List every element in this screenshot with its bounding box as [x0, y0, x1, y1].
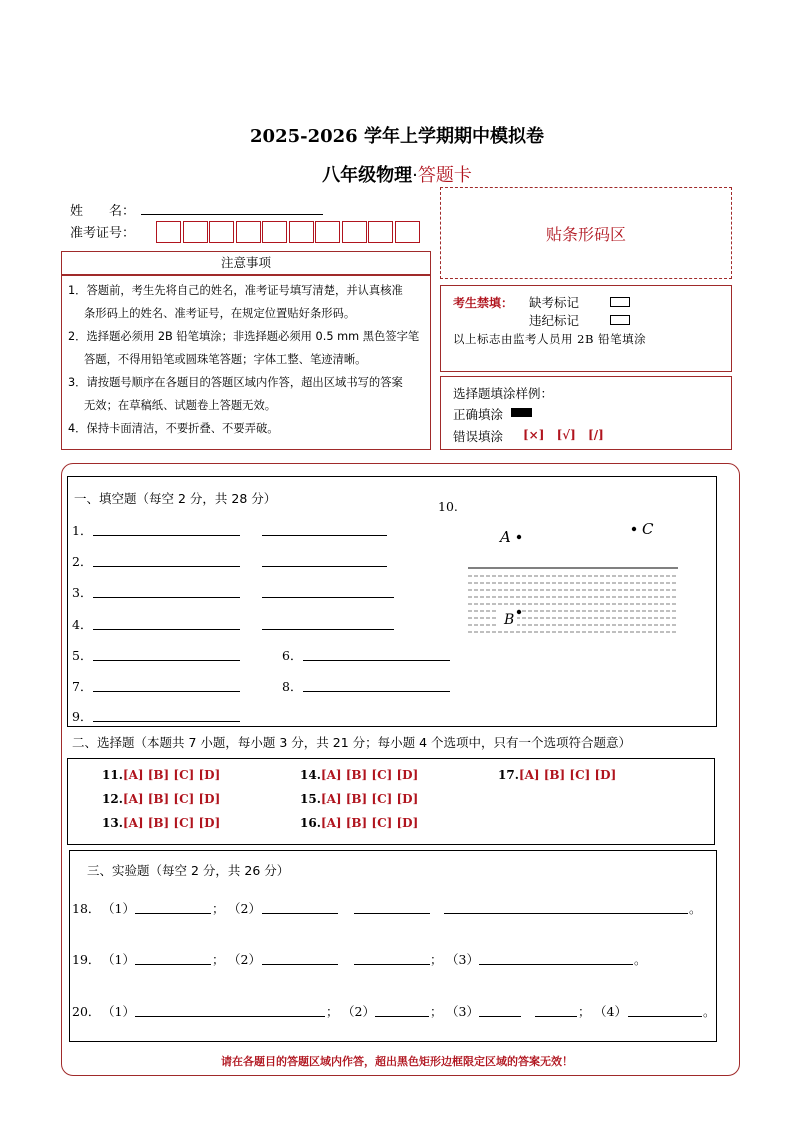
q20-blank-2[interactable] — [375, 1016, 429, 1017]
q6-num: 6． — [282, 648, 303, 663]
choice-q14[interactable] — [300, 768, 418, 782]
id-label: 准考证号： — [70, 226, 136, 241]
q20-blank-1[interactable] — [135, 1016, 325, 1017]
q11-options[interactable]: [A] [B] [C] [D] — [122, 768, 221, 782]
subtitle-dot: · — [412, 165, 418, 186]
notice-item: 条形码上的姓名、准考证号，在规定位置贴好条形码。 — [84, 307, 356, 320]
notice-header — [61, 251, 431, 275]
section1-title: 一、填空题（每空 2 分，共 28 分） — [74, 491, 277, 506]
q10-diagram[interactable] — [463, 515, 683, 640]
q8-blank[interactable] — [303, 691, 450, 692]
correct-fill-sample — [511, 408, 532, 417]
q19-blank-1[interactable] — [135, 964, 211, 965]
q18-sep: ； — [212, 901, 225, 916]
q3-blank-a[interactable] — [93, 597, 240, 598]
q18-part1: （1） — [102, 901, 135, 916]
id-digit-box[interactable] — [183, 221, 208, 243]
point-c-label: C — [642, 520, 654, 538]
q13-options[interactable]: [A] [B] [C] [D] — [122, 816, 221, 830]
q1-num: 1． — [72, 523, 93, 538]
q18-blank-4[interactable] — [444, 913, 688, 914]
q7-blank[interactable] — [93, 691, 240, 692]
section3-title: 三、实验题（每空 2 分，共 26 分） — [87, 863, 290, 878]
notice-title: 注意事项 — [220, 255, 271, 270]
q4-num: 4． — [72, 617, 93, 632]
q3-num: 3． — [72, 585, 93, 600]
notice-body — [61, 275, 431, 450]
id-digit-box[interactable] — [209, 221, 234, 243]
q4-blank-b[interactable] — [262, 629, 394, 630]
q20-sep2: ； — [430, 1004, 443, 1019]
notice-item: 2．选择题必须用 2B 铅笔填涂；非选择题必须用 0.5 mm 黑色签字笔 — [68, 330, 420, 343]
q20-sep3: ； — [578, 1004, 591, 1019]
id-digit-box[interactable] — [395, 221, 420, 243]
q13-num: 13. — [102, 816, 123, 830]
choice-q15[interactable] — [300, 792, 418, 806]
q16-num: 16. — [300, 816, 321, 830]
id-digit-box[interactable] — [368, 221, 393, 243]
barcode-label: 贴条形码区 — [545, 225, 626, 244]
barcode-area — [440, 187, 732, 279]
name-field[interactable] — [141, 200, 323, 215]
wrong-mark-check: [√] — [556, 428, 576, 442]
q19-num: 19． — [72, 952, 101, 967]
q19-sep1: ； — [212, 952, 225, 967]
exam-marks-label: 考生禁填： — [453, 296, 514, 310]
id-digit-box[interactable] — [236, 221, 261, 243]
q20-part2: （2） — [342, 1004, 375, 1019]
q9-num: 9． — [72, 709, 93, 724]
q19-blank-4[interactable] — [479, 964, 633, 965]
q3-blank-b[interactable] — [262, 597, 394, 598]
notice-item: 4．保持卡面清洁，不要折叠、不要弄破。 — [68, 422, 279, 435]
q12-options[interactable]: [A] [B] [C] [D] — [122, 792, 221, 806]
q14-num: 14. — [300, 768, 321, 782]
card-label: 答题卡 — [417, 165, 472, 186]
exam-title: 2025-2026 学年上学期期中模拟卷 — [250, 126, 544, 147]
wrong-mark-slash: [/] — [588, 428, 604, 442]
q20-blank-3[interactable] — [479, 1016, 521, 1017]
notice-item: 1．答题前，考生先将自己的姓名，准考证号填写清楚，并认真核准 — [68, 284, 403, 297]
q11-num: 11. — [102, 768, 123, 782]
point-b-label: B — [504, 612, 515, 628]
choice-q12[interactable] — [102, 792, 220, 806]
section-experiment — [69, 850, 717, 1042]
wrong-mark-x: [×] — [523, 428, 545, 442]
q14-options[interactable]: [A] [B] [C] [D] — [320, 768, 419, 782]
q1-blank-a[interactable] — [93, 535, 240, 536]
q18-blank-1[interactable] — [135, 913, 211, 914]
id-digit-box[interactable] — [342, 221, 367, 243]
q8-num: 8． — [282, 679, 303, 694]
q10-num: 10. — [438, 499, 458, 514]
wrong-fill-samples — [523, 428, 604, 442]
q20-end: 。 — [703, 1004, 716, 1019]
section-choice — [67, 758, 715, 845]
q20-num: 20． — [72, 1004, 101, 1019]
id-digit-box[interactable] — [262, 221, 287, 243]
q19-blank-2[interactable] — [262, 964, 338, 965]
subject-label: 八年级物理 — [322, 165, 413, 186]
card-subtitle — [0, 161, 794, 187]
point-c-dot — [632, 527, 636, 531]
choice-q13[interactable] — [102, 816, 220, 830]
point-b-dot — [517, 610, 521, 614]
q20-part3: （3） — [446, 1004, 479, 1019]
q17-num: 17. — [498, 768, 519, 782]
notice-item: 3．请按题号顺序在各题目的答题区域内作答，超出区域书写的答案 — [68, 376, 403, 389]
q16-options[interactable]: [A] [B] [C] [D] — [320, 816, 419, 830]
q6-blank[interactable] — [303, 660, 450, 661]
q18-end: 。 — [689, 901, 702, 916]
q19-blank-3[interactable] — [354, 964, 430, 965]
point-a-dot — [517, 535, 521, 539]
name-label: 姓 名： — [70, 204, 136, 219]
id-digit-box[interactable] — [315, 221, 340, 243]
id-boxes[interactable] — [156, 221, 421, 247]
q2-blank-a[interactable] — [93, 566, 240, 567]
point-a-label: A — [500, 528, 511, 546]
q2-blank-b[interactable] — [262, 566, 387, 567]
q19-sep2: ； — [430, 952, 443, 967]
exam-marks-box — [440, 285, 732, 372]
absent-mark-box[interactable] — [610, 297, 630, 307]
choice-q11[interactable] — [102, 768, 220, 782]
q19-part2: （2） — [228, 952, 261, 967]
choice-q16[interactable] — [300, 816, 418, 830]
q18-blank-3[interactable] — [354, 913, 430, 914]
q18-blank-2[interactable] — [262, 913, 338, 914]
q20-part1: （1） — [102, 1004, 135, 1019]
absent-label: 缺考标记 — [529, 295, 580, 310]
fill-sample-title: 选择题填涂样例： — [453, 386, 554, 401]
q9-blank[interactable] — [93, 721, 240, 722]
violation-mark-box[interactable] — [610, 315, 630, 325]
q4-blank-a[interactable] — [93, 629, 240, 630]
q1-blank-b[interactable] — [262, 535, 387, 536]
q2-num: 2． — [72, 554, 93, 569]
violation-label: 违纪标记 — [529, 313, 580, 328]
q19-end: 。 — [634, 952, 647, 967]
footer-warning: 请在各题目的答题区域内作答，超出黑色矩形边框限定区域的答案无效！ — [221, 1055, 573, 1068]
q20-sep1: ； — [326, 1004, 339, 1019]
q18-part2: （2） — [228, 901, 261, 916]
q20-blank-4[interactable] — [535, 1016, 577, 1017]
q18-num: 18． — [72, 901, 101, 916]
id-digit-box[interactable] — [156, 221, 181, 243]
id-digit-box[interactable] — [289, 221, 314, 243]
q12-num: 12. — [102, 792, 123, 806]
section2-title: 二、选择题（本题共 7 小题，每小题 3 分，共 21 分；每小题 4 个选项中，只有一个选项符合题意） — [72, 735, 632, 750]
fill-sample-box — [440, 376, 732, 450]
q19-part1: （1） — [102, 952, 135, 967]
correct-fill-label: 正确填涂 — [453, 407, 504, 422]
choice-q17[interactable] — [498, 768, 616, 782]
q5-blank[interactable] — [93, 660, 240, 661]
wrong-fill-label: 错误填涂 — [453, 429, 504, 444]
notice-item: 无效；在草稿纸、试题卷上答题无效。 — [84, 399, 277, 412]
notice-item: 答题，不得用铅笔或圆珠笔答题；字体工整、笔迹清晰。 — [84, 353, 367, 366]
q19-part3: （3） — [446, 952, 479, 967]
q15-num: 15. — [300, 792, 321, 806]
section-fill-blank — [67, 476, 717, 727]
q15-options[interactable]: [A] [B] [C] [D] — [320, 792, 419, 806]
q20-blank-5[interactable] — [628, 1016, 702, 1017]
q20-part4: （4） — [594, 1004, 627, 1019]
marks-note: 以上标志由监考人员用 2B 铅笔填涂 — [453, 332, 647, 346]
q17-options[interactable]: [A] [B] [C] [D] — [518, 768, 617, 782]
q5-num: 5． — [72, 648, 93, 663]
q7-num: 7． — [72, 679, 93, 694]
